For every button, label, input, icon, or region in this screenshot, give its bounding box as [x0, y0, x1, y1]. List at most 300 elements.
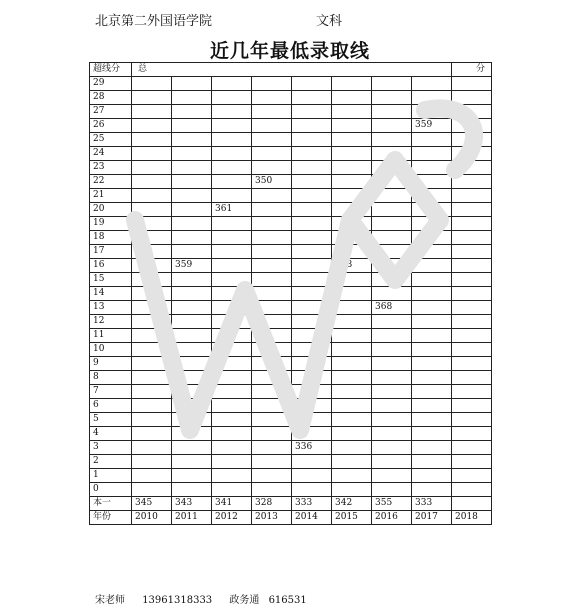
- score-cell: [412, 385, 452, 399]
- score-cell: [452, 217, 492, 231]
- score-cell: [212, 105, 252, 119]
- score-cell: [132, 133, 172, 147]
- table-row: [90, 245, 492, 259]
- score-cell: [452, 189, 492, 203]
- score-cell: [332, 287, 372, 301]
- footer-contact: [95, 591, 321, 606]
- score-cell: [292, 175, 332, 189]
- score-cell: [372, 105, 412, 119]
- score-cell: [412, 483, 452, 497]
- score-cell: [372, 133, 412, 147]
- score-cell: [332, 455, 372, 469]
- score-cell: [412, 217, 452, 231]
- teacher-name: 宋老师: [95, 595, 125, 606]
- benyi-cell: [452, 497, 492, 511]
- score-cell: [372, 77, 412, 91]
- header-row: [90, 63, 492, 77]
- category-label: 文科: [316, 14, 343, 29]
- score-cell: [132, 273, 172, 287]
- score-cell: [252, 469, 292, 483]
- score-cell: [212, 455, 252, 469]
- score-cell: [412, 231, 452, 245]
- score-cell: [172, 385, 212, 399]
- score-cell: [172, 231, 212, 245]
- score-cell: [252, 77, 292, 91]
- score-cell: [252, 259, 292, 273]
- benyi-cell: 342: [332, 497, 372, 511]
- score-cell: [172, 469, 212, 483]
- account-label: 政务通: [229, 595, 260, 606]
- score-cell: [292, 91, 332, 105]
- score-cell: [132, 329, 172, 343]
- score-cell: [292, 189, 332, 203]
- header-total: 总: [132, 63, 452, 77]
- score-cell: [332, 245, 372, 259]
- table-row: [90, 413, 492, 427]
- score-cell: [212, 385, 252, 399]
- score-cell: [332, 105, 372, 119]
- row-label: 19: [90, 217, 132, 231]
- score-cell: [412, 329, 452, 343]
- score-cell: [172, 105, 212, 119]
- table-row: [90, 455, 492, 469]
- table-row: [90, 259, 492, 273]
- score-cell: [252, 399, 292, 413]
- score-cell: [252, 413, 292, 427]
- table-row: [90, 105, 492, 119]
- score-cell: [452, 231, 492, 245]
- row-label: 6: [90, 399, 132, 413]
- benyi-label: 本一: [90, 497, 132, 511]
- score-cell: [172, 217, 212, 231]
- score-cell: [212, 147, 252, 161]
- score-cell: [452, 385, 492, 399]
- score-cell: [452, 413, 492, 427]
- score-cell: [212, 259, 252, 273]
- score-cell: [412, 147, 452, 161]
- score-cell: [332, 189, 372, 203]
- score-cell: [452, 161, 492, 175]
- score-cell: [372, 119, 412, 133]
- row-label: 26: [90, 119, 132, 133]
- score-cell: [292, 133, 332, 147]
- score-cell: [332, 399, 372, 413]
- score-cell: [452, 203, 492, 217]
- score-cell: [252, 371, 292, 385]
- score-cell: [252, 301, 292, 315]
- score-cell: [212, 371, 252, 385]
- score-cell: [172, 357, 212, 371]
- score-cell: [452, 105, 492, 119]
- score-cell: [252, 273, 292, 287]
- score-cell: [332, 175, 372, 189]
- row-label: 28: [90, 91, 132, 105]
- score-cell: [332, 371, 372, 385]
- score-cell: [172, 91, 212, 105]
- score-cell: [332, 469, 372, 483]
- score-cell: [252, 329, 292, 343]
- score-cell: [172, 315, 212, 329]
- row-label: 13: [90, 301, 132, 315]
- score-cell: [452, 427, 492, 441]
- score-cell: [172, 161, 212, 175]
- table-row: [90, 427, 492, 441]
- year-cell: 2017: [412, 511, 452, 525]
- row-label: 22: [90, 175, 132, 189]
- benyi-cell: 345: [132, 497, 172, 511]
- score-cell: [372, 175, 412, 189]
- score-cell: [292, 385, 332, 399]
- score-cell: [372, 329, 412, 343]
- row-label: 8: [90, 371, 132, 385]
- score-cell: [372, 231, 412, 245]
- score-cell: [292, 427, 332, 441]
- score-cell: [372, 147, 412, 161]
- score-cell: [292, 315, 332, 329]
- score-cell: [212, 217, 252, 231]
- score-cell: [332, 441, 372, 455]
- score-cell: [212, 413, 252, 427]
- score-cell: [412, 315, 452, 329]
- score-cell: [212, 343, 252, 357]
- score-cell: [412, 189, 452, 203]
- row-label: 18: [90, 231, 132, 245]
- score-cell: [332, 315, 372, 329]
- score-cell: [132, 469, 172, 483]
- benyi-cell: 333: [292, 497, 332, 511]
- year-label: 年份: [90, 511, 132, 525]
- score-cell: [172, 203, 212, 217]
- score-cell: [452, 301, 492, 315]
- score-cell: [332, 385, 372, 399]
- score-cell: [292, 147, 332, 161]
- row-label: 25: [90, 133, 132, 147]
- score-cell: [172, 371, 212, 385]
- score-cell: [212, 329, 252, 343]
- score-cell: 368: [372, 301, 412, 315]
- score-cell: 359: [172, 259, 212, 273]
- benyi-cell: 343: [172, 497, 212, 511]
- score-cell: [212, 301, 252, 315]
- score-cell: [332, 343, 372, 357]
- score-cell: [372, 399, 412, 413]
- benyi-cell: 355: [372, 497, 412, 511]
- table-row: [90, 161, 492, 175]
- score-cell: [212, 77, 252, 91]
- table-row: [90, 483, 492, 497]
- score-cell: [132, 427, 172, 441]
- score-cell: [292, 301, 332, 315]
- table-row: [90, 287, 492, 301]
- score-cell: [332, 133, 372, 147]
- year-cell: 2018: [452, 511, 492, 525]
- score-cell: [212, 483, 252, 497]
- score-cell: [292, 259, 332, 273]
- benyi-cell: 333: [412, 497, 452, 511]
- score-cell: [212, 441, 252, 455]
- score-cell: [412, 343, 452, 357]
- score-cell: [292, 203, 332, 217]
- score-cell: [172, 343, 212, 357]
- score-cell: [292, 371, 332, 385]
- score-cell: [172, 455, 212, 469]
- row-label: 9: [90, 357, 132, 371]
- score-cell: 336: [292, 441, 332, 455]
- score-cell: [292, 287, 332, 301]
- score-cell: [412, 175, 452, 189]
- table-row: [90, 399, 492, 413]
- score-cell: [212, 273, 252, 287]
- year-cell: 2013: [252, 511, 292, 525]
- score-cell: [292, 245, 332, 259]
- score-cell: [332, 329, 372, 343]
- score-cell: [372, 273, 412, 287]
- benyi-cell: 328: [252, 497, 292, 511]
- score-cell: [172, 245, 212, 259]
- table-row: [90, 231, 492, 245]
- score-cell: [132, 161, 172, 175]
- score-cell: [412, 161, 452, 175]
- row-label: 21: [90, 189, 132, 203]
- score-cell: [332, 119, 372, 133]
- score-cell: [452, 259, 492, 273]
- teacher-phone: 13961318333: [142, 595, 213, 606]
- benyi-row: [90, 497, 492, 511]
- score-cell: [412, 357, 452, 371]
- score-cell: [292, 77, 332, 91]
- score-cell: [212, 399, 252, 413]
- row-label: 2: [90, 455, 132, 469]
- score-cell: [452, 399, 492, 413]
- score-cell: [452, 357, 492, 371]
- table-row: [90, 469, 492, 483]
- score-cell: [412, 91, 452, 105]
- score-cell: [252, 105, 292, 119]
- score-cell: 362: [132, 245, 172, 259]
- score-cell: [412, 455, 452, 469]
- score-cell: [372, 371, 412, 385]
- table-row: [90, 329, 492, 343]
- score-cell: [452, 483, 492, 497]
- table-row: [90, 343, 492, 357]
- score-cell: [252, 189, 292, 203]
- score-cell: [452, 119, 492, 133]
- score-cell: [332, 147, 372, 161]
- score-cell: [412, 371, 452, 385]
- score-cell: [292, 161, 332, 175]
- score-cell: [252, 231, 292, 245]
- year-cell: 2015: [332, 511, 372, 525]
- score-cell: [132, 413, 172, 427]
- score-cell: [172, 301, 212, 315]
- score-cell: [132, 315, 172, 329]
- score-cell: [412, 301, 452, 315]
- score-cell: [212, 91, 252, 105]
- score-cell: [452, 133, 492, 147]
- score-cell: [252, 161, 292, 175]
- score-cell: [212, 427, 252, 441]
- score-cell: [412, 203, 452, 217]
- score-cell: [412, 77, 452, 91]
- score-cell: [252, 343, 292, 357]
- score-cell: [132, 287, 172, 301]
- score-cell: [252, 385, 292, 399]
- year-cell: 2012: [212, 511, 252, 525]
- score-cell: [132, 483, 172, 497]
- score-cell: [252, 483, 292, 497]
- score-cell: [292, 413, 332, 427]
- score-cell: [212, 161, 252, 175]
- score-cell: [412, 245, 452, 259]
- score-cell: [132, 259, 172, 273]
- table-row: [90, 91, 492, 105]
- table-row: [90, 77, 492, 91]
- score-cell: [212, 189, 252, 203]
- table-row: [90, 189, 492, 203]
- score-cell: [172, 189, 212, 203]
- score-cell: [292, 217, 332, 231]
- score-cell: [372, 217, 412, 231]
- score-cell: [292, 105, 332, 119]
- score-table: [89, 62, 492, 525]
- score-cell: [452, 175, 492, 189]
- benyi-cell: 341: [212, 497, 252, 511]
- score-cell: 361: [212, 203, 252, 217]
- table-row: [90, 315, 492, 329]
- score-cell: [452, 287, 492, 301]
- score-cell: [252, 133, 292, 147]
- score-cell: [452, 245, 492, 259]
- score-cell: [292, 343, 332, 357]
- score-cell: [452, 329, 492, 343]
- score-cell: [172, 133, 212, 147]
- score-cell: [172, 287, 212, 301]
- score-cell: [412, 133, 452, 147]
- score-cell: [332, 427, 372, 441]
- score-cell: [332, 413, 372, 427]
- row-label: 23: [90, 161, 132, 175]
- table-row: [90, 147, 492, 161]
- score-cell: [332, 77, 372, 91]
- score-cell: [372, 385, 412, 399]
- score-cell: [132, 175, 172, 189]
- score-cell: [412, 399, 452, 413]
- row-label: 5: [90, 413, 132, 427]
- score-cell: [132, 147, 172, 161]
- score-cell: 350: [252, 175, 292, 189]
- score-cell: [172, 77, 212, 91]
- score-cell: [172, 119, 212, 133]
- score-cell: [292, 273, 332, 287]
- score-cell: [212, 231, 252, 245]
- score-cell: [412, 259, 452, 273]
- score-cell: [132, 343, 172, 357]
- score-cell: [332, 231, 372, 245]
- year-cell: 2010: [132, 511, 172, 525]
- score-cell: [292, 119, 332, 133]
- table-row: [90, 175, 492, 189]
- score-cell: [252, 357, 292, 371]
- page-title: 近几年最低录取线: [209, 40, 370, 62]
- table-row: [90, 441, 492, 455]
- score-cell: [372, 455, 412, 469]
- score-cell: [212, 469, 252, 483]
- score-cell: [452, 91, 492, 105]
- row-label: 20: [90, 203, 132, 217]
- score-cell: 358: [332, 259, 372, 273]
- score-cell: [212, 357, 252, 371]
- score-cell: [452, 343, 492, 357]
- score-cell: [132, 385, 172, 399]
- score-cell: [412, 273, 452, 287]
- header-label: 超线分: [90, 63, 132, 77]
- score-cell: [172, 413, 212, 427]
- score-cell: [332, 217, 372, 231]
- score-cell: [412, 287, 452, 301]
- score-cell: [292, 483, 332, 497]
- score-cell: [412, 413, 452, 427]
- row-label: 4: [90, 427, 132, 441]
- score-cell: [172, 147, 212, 161]
- score-cell: [412, 105, 452, 119]
- row-label: 11: [90, 329, 132, 343]
- score-cell: [452, 469, 492, 483]
- score-cell: [412, 427, 452, 441]
- score-cell: [252, 455, 292, 469]
- row-label: 10: [90, 343, 132, 357]
- score-cell: [372, 287, 412, 301]
- score-cell: [452, 455, 492, 469]
- score-cell: [252, 427, 292, 441]
- score-cell: [252, 217, 292, 231]
- score-cell: [372, 357, 412, 371]
- score-cell: [292, 455, 332, 469]
- score-cell: [332, 273, 372, 287]
- score-cell: [292, 469, 332, 483]
- score-cell: [332, 357, 372, 371]
- score-cell: [212, 287, 252, 301]
- score-cell: [132, 217, 172, 231]
- row-label: 0: [90, 483, 132, 497]
- row-label: 12: [90, 315, 132, 329]
- row-label: 24: [90, 147, 132, 161]
- score-cell: [372, 343, 412, 357]
- row-label: 27: [90, 105, 132, 119]
- score-cell: [452, 315, 492, 329]
- score-cell: [292, 357, 332, 371]
- score-cell: [292, 329, 332, 343]
- score-cell: [132, 399, 172, 413]
- score-cell: [212, 133, 252, 147]
- score-cell: [412, 441, 452, 455]
- score-cell: [292, 399, 332, 413]
- score-cell: [132, 231, 172, 245]
- score-cell: [172, 483, 212, 497]
- year-cell: 2016: [372, 511, 412, 525]
- table-row: [90, 119, 492, 133]
- score-cell: [132, 105, 172, 119]
- score-cell: [132, 77, 172, 91]
- score-cell: [172, 329, 212, 343]
- score-cell: [452, 371, 492, 385]
- score-cell: [252, 315, 292, 329]
- score-cell: [252, 119, 292, 133]
- row-label: 3: [90, 441, 132, 455]
- score-cell: [132, 301, 172, 315]
- score-cell: [252, 441, 292, 455]
- score-cell: [372, 413, 412, 427]
- score-cell: [372, 441, 412, 455]
